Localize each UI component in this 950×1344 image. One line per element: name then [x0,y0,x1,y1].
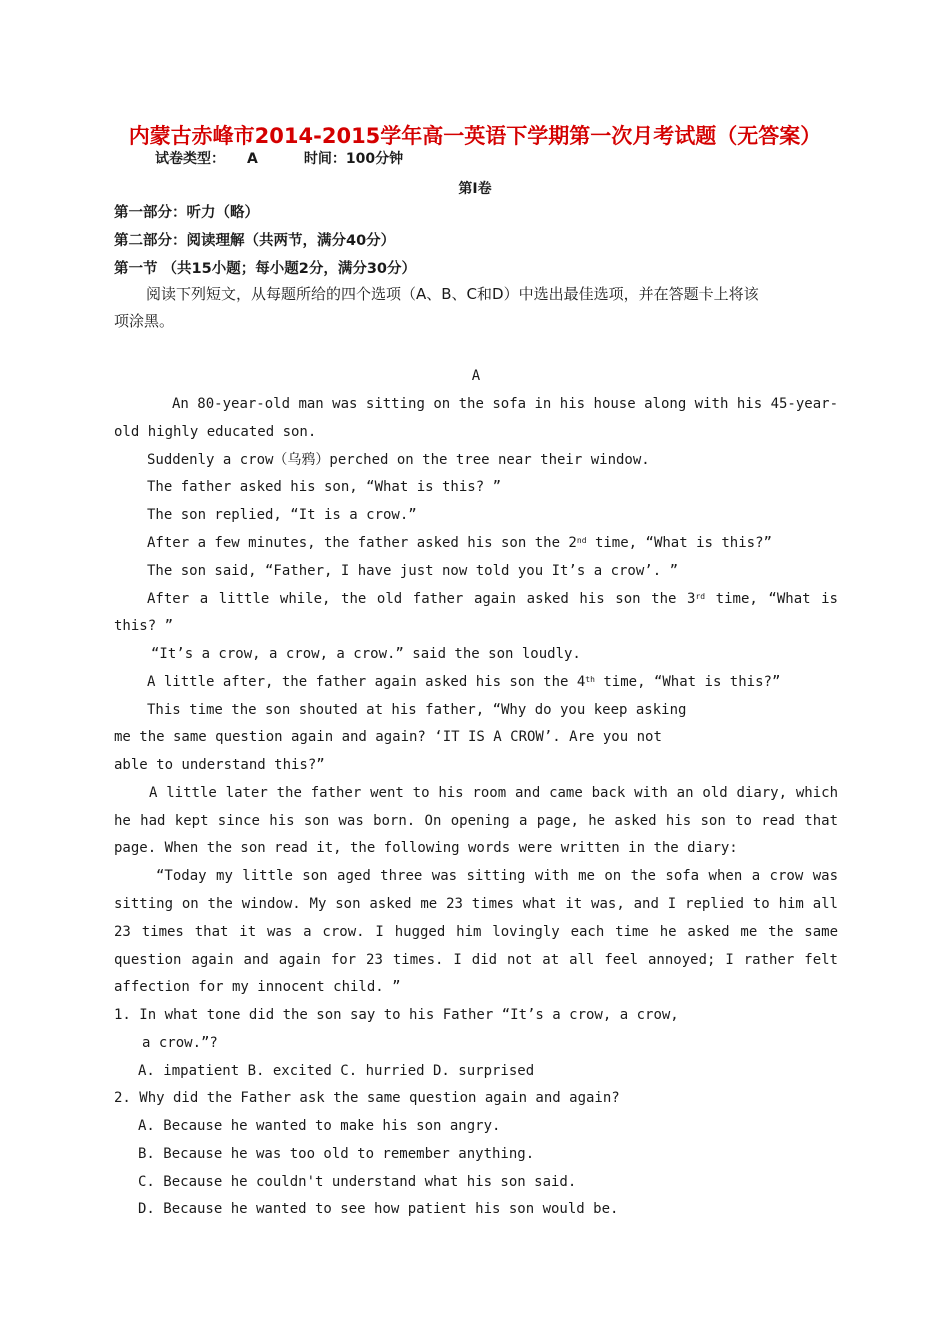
diary-line: affection for my innocent child. ” [114,979,401,995]
passage-text: After a little while, the old father again asked his son the 3 [147,591,696,607]
passage-line: The father asked his son, “What is this? ” [147,479,502,495]
part2-heading: 第二部分：阅读理解（共两节，满分40分） [114,233,396,249]
diary-line: question again and again for 23 times. I did not at all feel annoyed; I rather felt [114,952,838,968]
instruction-line-1: 阅读下列短文，从每题所给的四个选项（A、B、C和D）中选出最佳选项，并在答题卡上将该 [146,285,759,303]
passage-line: this? ” [114,618,174,634]
paper-type-label: 试卷类型： [155,151,225,167]
passage-line: me the same question again and again? ‘IT IS A CROW’. Are you not [114,729,662,745]
passage-text: time, “What is this?” [594,674,781,690]
passage-line: Suddenly a crow（乌鸦）perched on the tree near their window. [147,452,650,468]
question-stem: a crow.”? [142,1035,218,1051]
passage-line: “It’s a crow, a crow, a crow.” said the son loudly. [151,646,581,662]
question-stem: 2. Why did the Father ask the same question again and again? [114,1090,620,1106]
passage-line: able to understand this?” [114,757,325,773]
ordinal-suffix: rd [695,592,706,601]
passage-line: An 80-year-old man was sitting on the sofa in his house along with his 45-year- [172,396,838,412]
passage-line: he had kept since his son was born. On opening a page, he asked his son to read that [114,813,838,829]
passage-line [147,533,871,553]
passage-line: The son said, “Father, I have just now told you It’s a crow’. ” [147,563,679,579]
passage-line [147,589,838,609]
passage-line: The son replied, “It is a crow.” [147,507,417,523]
diary-line: “Today my little son aged three was sitting with me on the sofa when a crow was [156,868,838,884]
passage-line: old highly educated son. [114,424,317,440]
exam-title: 内蒙古赤峰市2014-2015学年高一英语下学期第一次月考试题（无答案） [128,124,822,148]
exam-meta [155,148,403,168]
question-stem: 1. In what tone did the son say to his Father “It’s a crow, a crow, [114,1007,679,1023]
question-option: A. Because he wanted to make his son angry. [138,1118,501,1134]
paper-type-value: A [247,151,258,167]
passage-line [147,672,871,692]
time-label: 时间：100分钟 [303,151,404,167]
ordinal-suffix: th [585,675,595,684]
question-option: A. impatient B. excited C. hurried D. surprised [138,1063,535,1079]
diary-line: 23 times that it was a crow. I hugged him lovingly each time he asked me the same [114,924,838,940]
passage-text: A little after, the father again asked his son the 4 [147,674,586,690]
question-option: D. Because he wanted to see how patient his son would be. [138,1201,619,1217]
passage-line: A little later the father went to his room and came back with an old diary, which [149,785,838,801]
ordinal-suffix: nd [576,536,587,545]
section1-heading: 第一节 （共15小题；每小题2分，满分30分） [114,261,416,277]
question-option: C. Because he couldn't understand what his son said. [138,1174,577,1190]
diary-line: sitting on the window. My son asked me 23 times what it was, and I replied to him all [114,896,838,912]
instruction-text [114,281,838,335]
passage-line: page. When the son read it, the following words were written in the diary: [114,840,738,856]
passage-line: This time the son shouted at his father, “Why do you keep asking [147,702,687,718]
passage-text: time, “What is this?” [586,535,772,551]
passage-text: time, “What is [705,591,838,607]
part1-heading: 第一部分：听力（略） [114,205,259,221]
passage-text: After a few minutes, the father asked his son the 2 [147,535,577,551]
passage-label: A [471,368,481,384]
volume-heading: 第Ⅰ卷 [458,181,492,197]
instruction-line-2: 项涂黑。 [114,312,175,330]
question-option: B. Because he was too old to remember anything. [138,1146,535,1162]
